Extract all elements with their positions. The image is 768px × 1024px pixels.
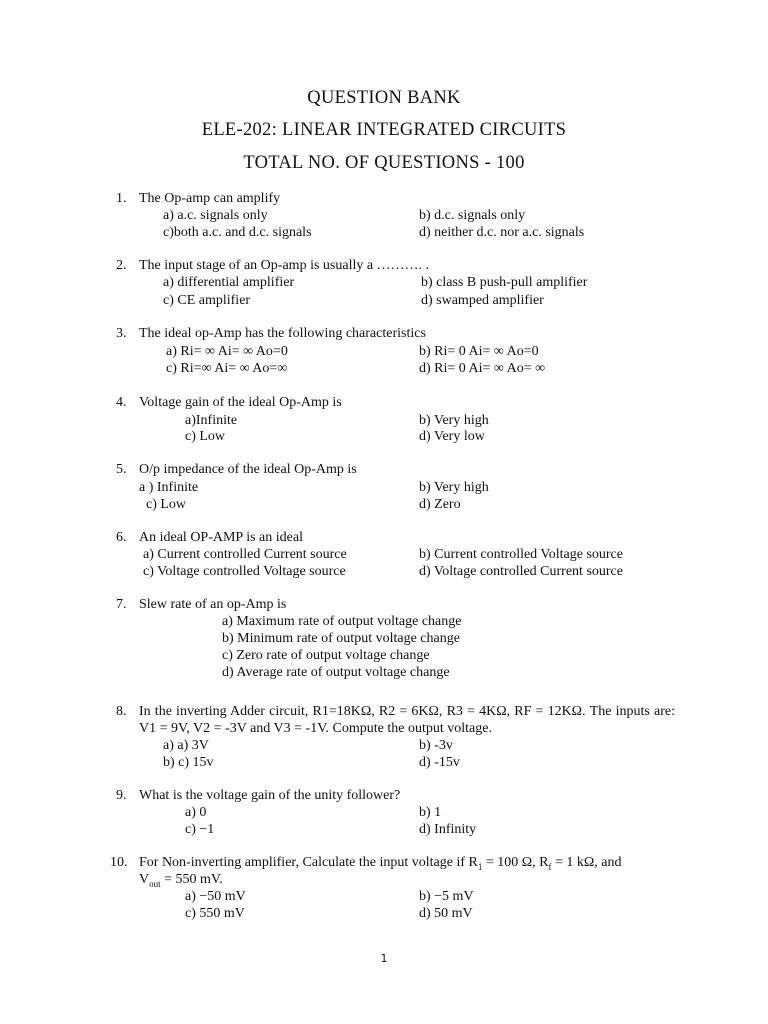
question-number: 9. (116, 788, 127, 803)
option-b: b) d.c. signals only (419, 208, 526, 223)
option-b: b) −5 mV (419, 889, 474, 904)
question-text: Voltage gain of the ideal Op-Amp is (139, 395, 342, 410)
option-c: c) Low (146, 497, 187, 512)
option-d: d) neither d.c. nor a.c. signals (419, 225, 585, 240)
question-number: 2. (116, 258, 127, 273)
option-a: a) a) 3V (163, 738, 209, 753)
question-text: For Non-inverting amplifier, Calculate the input voltage if $R_1 = 100$ Ω, $R_f = 1$ kΩ, and (139, 855, 622, 872)
question-text: The ideal op-Amp has the following characteristics (139, 326, 426, 341)
question-number: 6. (116, 530, 127, 545)
question-number: 4. (116, 395, 127, 410)
option-b: b) Ri= 0 Ai= ∞ Ao=0 (419, 344, 539, 359)
option-a: a ) Infinite (139, 480, 199, 495)
option-c: c) Zero rate of output voltage change (222, 648, 430, 663)
option-a: a) −50 mV (185, 889, 246, 904)
question-count: TOTAL NO. OF QUESTIONS - 100 (243, 153, 525, 173)
option-b: b) 1 (419, 805, 442, 820)
option-d: d) Infinity (419, 822, 477, 837)
question-text: Slew rate of an op-Amp is (139, 597, 287, 612)
option-c: c) Voltage controlled Voltage source (143, 564, 346, 579)
option-d: d) -15v (419, 755, 460, 770)
option-d: d) 50 mV (419, 906, 473, 921)
option-b: b) Current controlled Voltage source (419, 547, 623, 562)
question-text: The Op-amp can amplify (139, 191, 281, 206)
option-c: c) Ri=∞ Ai= ∞ Ao=∞ (166, 361, 288, 376)
question-text: What is the voltage gain of the unity follower? (139, 788, 401, 803)
question-number: 1. (116, 191, 127, 206)
option-d: d) Ri= 0 Ai= ∞ Ao= ∞ (419, 361, 546, 376)
option-a: a) 0 (185, 805, 207, 820)
question-number: 8. (116, 704, 127, 719)
option-b: b) -3v (419, 738, 453, 753)
option-a: a) Ri= ∞ Ai= ∞ Ao=0 (166, 344, 288, 359)
page-number: 1 (380, 952, 388, 965)
option-d: d) Zero (419, 497, 461, 512)
question-text: In the inverting Adder circuit, R1=18KΩ, R2 = 6KΩ, R3 = 4KΩ, RF = 12KΩ. The inputs are: V1 = 9V, V2 = -3V and V3 = -1V. Compute the output voltage. (139, 704, 675, 736)
option-d: d) Voltage controlled Current source (419, 564, 623, 579)
question-text: The input stage of an Op-amp is usually a ………. . (139, 258, 430, 273)
question-number: 10. (110, 855, 128, 870)
question-text: O/p impedance of the ideal Op-Amp is (139, 462, 357, 477)
option-c: b) c) 15v (163, 755, 214, 770)
question-number: 3. (116, 326, 127, 341)
question-number: 5. (116, 462, 127, 477)
option-c: c)both a.c. and d.c. signals (163, 225, 312, 240)
option-a: a) a.c. signals only (163, 208, 268, 223)
option-c: c) −1 (185, 822, 215, 837)
question-text: An ideal OP-AMP is an ideal (139, 530, 303, 545)
option-b: b) Minimum rate of output voltage change (222, 631, 460, 646)
question-number: 7. (116, 597, 127, 612)
option-d: d) Very low (419, 429, 485, 444)
course-title: ELE-202: LINEAR INTEGRATED CIRCUITS (201, 120, 567, 140)
option-d: d) swamped amplifier (421, 293, 544, 308)
option-b: b) class B push-pull amplifier (421, 275, 588, 290)
page-title: QUESTION BANK (307, 88, 461, 108)
option-a: a) differential amplifier (163, 275, 295, 290)
option-a: a) Maximum rate of output voltage change (222, 614, 462, 629)
question-text-line2: $V_{out} = 550$ mV. (139, 872, 223, 889)
option-c: c) 550 mV (185, 906, 245, 921)
option-a: a)Infinite (185, 413, 238, 428)
option-c: c) CE amplifier (163, 293, 251, 308)
option-c: c) Low (185, 429, 226, 444)
option-b: b) Very high (419, 480, 489, 495)
option-d: d) Average rate of output voltage change (222, 665, 450, 680)
option-a: a) Current controlled Current source (143, 547, 347, 562)
option-b: b) Very high (419, 413, 489, 428)
